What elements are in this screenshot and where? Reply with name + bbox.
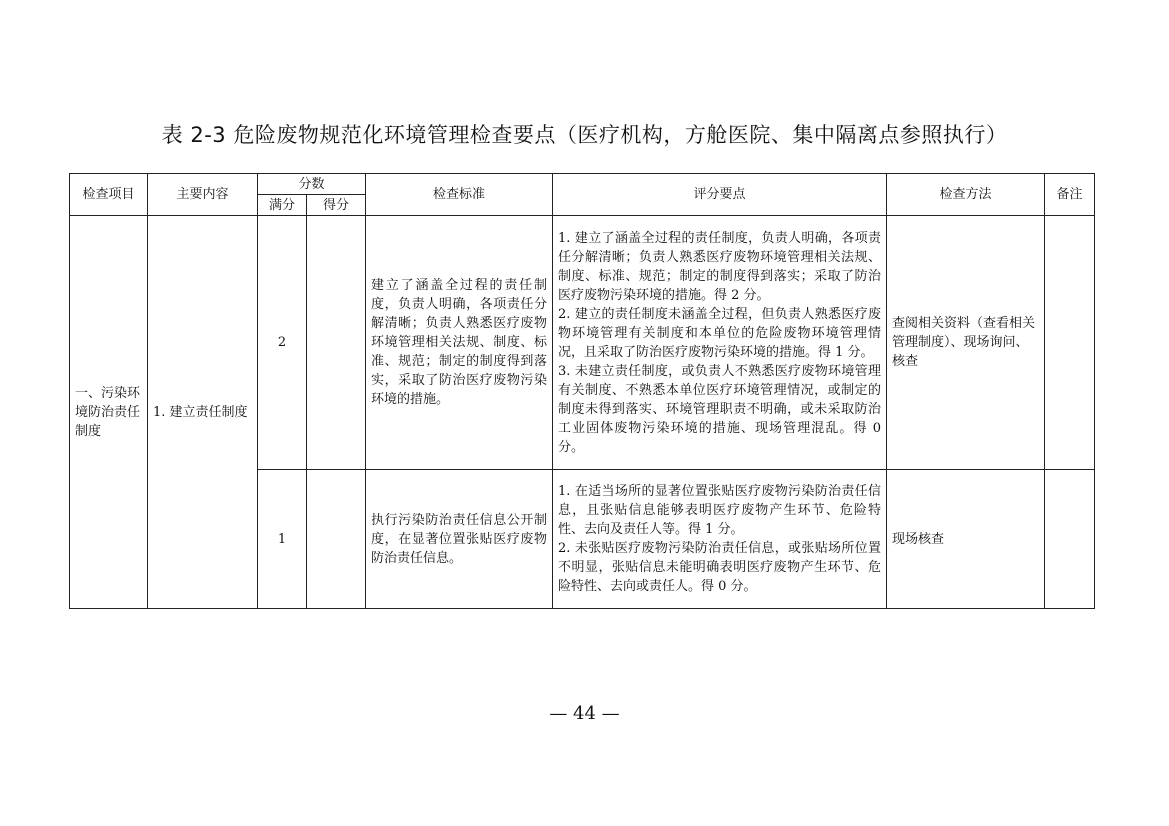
inspection-table <box>69 173 1095 609</box>
table-title: 表 2-3 危险废物规范化环境管理检查要点（医疗机构，方舱医院、集中隔离点参照执行） <box>161 123 1008 147</box>
full-score-cell: 1 <box>258 470 307 609</box>
points-cell: 1. 建立了涵盖全过程的责任制度，负责人明确，各项责任分解清晰；负责人熟悉医疗废物环境管理相关法规、制度、标准、规范；制定的制度得到落实；采取了防治医疗废物污染环境的措施。得 2 分。 2. 建立的责任制度未涵盖全过程，但负责人熟悉医疗废物环境管理有关制度和本单位的危险废物环境管理情况，且采取了防治医疗废物污染环境的措施。得 1 分。 3. 未建立责任制度，或负责人不熟悉医疗废物环境管理有关制度、不熟悉本单位医疗环境管理情况，或制定的制度未得到落实、环境管理职责不明确，或未采取防治工业固体废物污染环境的措施、现场管理混乱。得 0 分。 <box>553 216 887 470</box>
item-cell: 一、污染环境防治责任制度 <box>70 216 148 609</box>
table-row <box>70 216 1095 470</box>
points-cell: 1. 在适当场所的显著位置张贴医疗废物污染防治责任信息，且张贴信息能够表明医疗废物产生环节、危险特性、去向及责任人等。得 1 分。 2. 未张贴医疗废物污染防治责任信息，或张贴场所位置不明显，张贴信息未能明确表明医疗废物产生环节、危险特性、去向或责任人。得 0 分。 <box>553 470 887 609</box>
full-score-cell: 2 <box>258 216 307 470</box>
header-full: 满分 <box>258 195 307 216</box>
method-cell: 查阅相关资料（查看相关管理制度）、现场询问、核查 <box>887 216 1045 470</box>
header-points: 评分要点 <box>553 174 887 216</box>
standard-cell: 执行污染防治责任信息公开制度，在显著位置张贴医疗废物防治责任信息。 <box>366 470 553 609</box>
header-content: 主要内容 <box>148 174 258 216</box>
standard-cell: 建立了涵盖全过程的责任制度，负责人明确，各项责任分解清晰；负责人熟悉医疗废物环境管理相关法规、制度、标准、规范；制定的制度得到落实，采取了防治医疗废物污染环境的措施。 <box>366 216 553 470</box>
note-cell <box>1045 216 1095 470</box>
note-cell <box>1045 470 1095 609</box>
method-cell: 现场核查 <box>887 470 1045 609</box>
got-score-cell <box>307 470 366 609</box>
header-standard: 检查标准 <box>366 174 553 216</box>
page-number: — 44 — <box>549 703 620 724</box>
header-got: 得分 <box>307 195 366 216</box>
header-method: 检查方法 <box>887 174 1045 216</box>
header-score: 分数 <box>258 174 366 195</box>
header-note: 备注 <box>1045 174 1095 216</box>
content-cell: 1. 建立责任制度 <box>148 216 258 609</box>
header-row <box>70 174 1095 195</box>
got-score-cell <box>307 216 366 470</box>
header-item: 检查项目 <box>70 174 148 216</box>
